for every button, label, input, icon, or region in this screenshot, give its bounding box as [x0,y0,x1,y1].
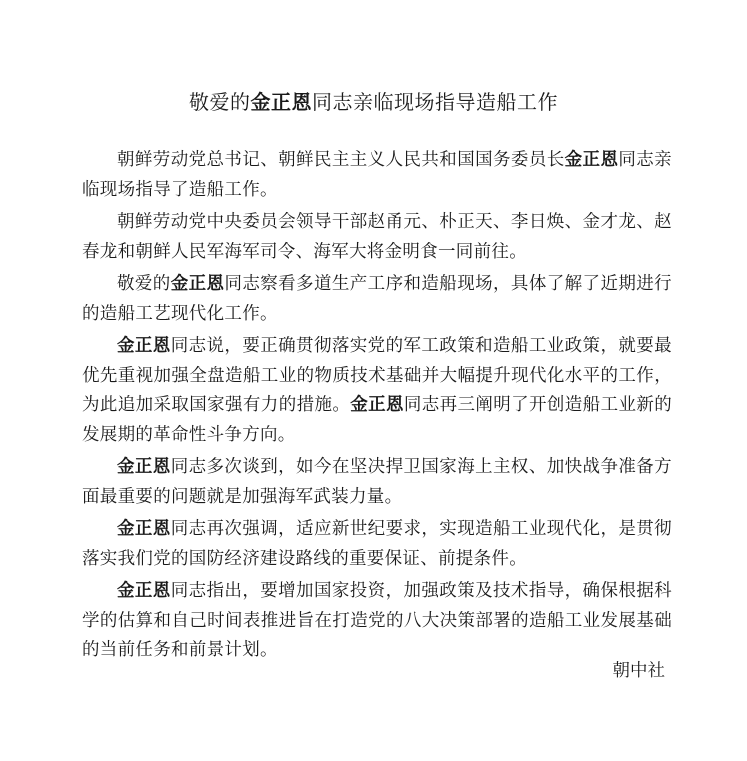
highlighted-name: 金正恩 [170,274,225,294]
article-paragraph [82,146,672,205]
article-paragraph [82,577,672,666]
title-prefix: 敬爱的 [189,90,251,114]
paragraph-text: 同志亲临现场指导了造船工作。 [82,150,672,200]
highlighted-name: 金正恩 [117,581,171,601]
highlighted-name: 金正恩 [117,519,171,539]
article-body [82,146,672,669]
article-paragraph [82,270,672,329]
highlighted-name: 金正恩 [117,457,171,477]
paragraph-text: 朝鲜劳动党中央委员会领导干部赵甬元、朴正天、李日焕、金才龙、赵春龙和朝鲜人民军海军司令、海军大将金明食一同前往。 [82,212,672,262]
article-paragraph [82,515,672,574]
paragraph-text: 同志察看多道生产工序和造船现场，具体了解了近期进行的造船工艺现代化工作。 [82,274,672,324]
highlighted-name: 金正恩 [564,150,619,170]
news-source: 朝中社 [612,661,665,681]
paragraph-text: 同志再三阐明了开创造船工业新的发展期的革命性斗争方向。 [82,395,673,445]
paragraph-text: 同志多次谈到，如今在坚决捍卫国家海上主权、加快战争准备方面最重要的问题就是加强海军武装力量。 [82,457,672,507]
article-paragraph [82,332,672,450]
article-paragraph [82,208,672,267]
paragraph-text: 敬爱的 [117,274,171,294]
paragraph-text: 朝鲜劳动党总书记、朝鲜民主主义人民共和国国务委员长 [117,150,565,170]
highlighted-name: 金正恩 [350,395,404,415]
paragraph-text: 同志再次强调，适应新世纪要求，实现造船工业现代化，是贯彻落实我们党的国防经济建设路线的重要保证、前提条件。 [82,519,672,569]
paragraph-text: 同志说，要正确贯彻落实党的军工政策和造船工业政策，就要最优先重视加强全盘造船工业的物质技术基础并大幅提升现代化水平的工作，为此追加采取国家强有力的措施。 [82,336,672,415]
article-paragraph [82,453,672,512]
highlighted-name: 金正恩 [117,336,171,356]
document-title [0,88,747,116]
paragraph-text: 同志指出，要增加国家投资，加强政策及技术指导，确保根据科学的估算和自己时间表推进旨在打造党的八大决策部署的造船工业发展基础的当前任务和前景计划。 [82,581,672,660]
title-suffix: 同志亲临现场指导造船工作 [312,90,558,114]
title-highlighted-name: 金正恩 [250,90,312,114]
